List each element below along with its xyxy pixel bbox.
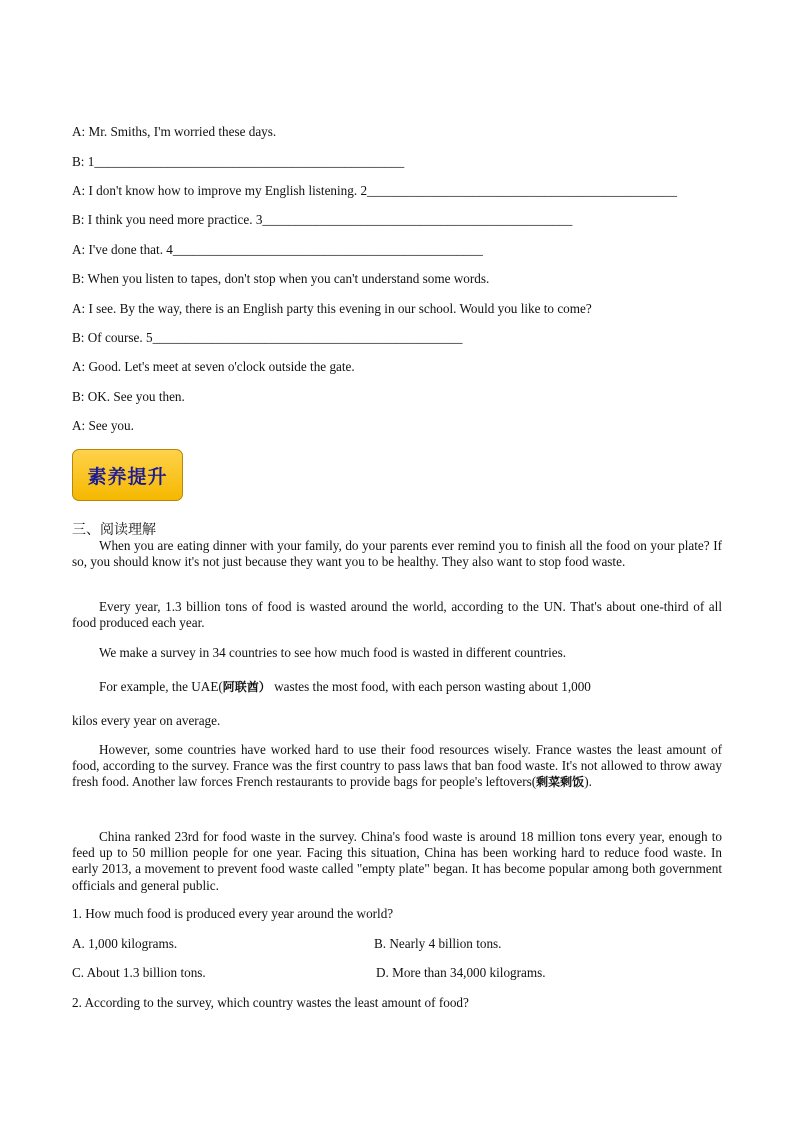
question-text: 2. According to the survey, which country wastes the least amount of food? — [72, 995, 469, 1010]
dialogue-line: A: I've done that. 4_______________________________________________ — [72, 242, 483, 257]
dialogue-line: B: Of course. 5_______________________________________________ — [72, 330, 463, 345]
passage-paragraph: When you are eating dinner with your family, do your parents ever remind you to finish all the food on your plate? If so, you should know it's not just because they want you to be healthy. They also want to stop food waste. — [72, 538, 722, 570]
dialogue-line: A: Good. Let's meet at seven o'clock outside the gate. — [72, 359, 355, 374]
dialogue-line: A: Mr. Smiths, I'm worried these days. — [72, 124, 277, 139]
passage-paragraph: kilos every year on average. — [72, 713, 221, 728]
answer-option: B. Nearly 4 billion tons. — [374, 936, 502, 951]
dialogue-line: B: OK. See you then. — [72, 389, 185, 404]
question-text: 1. How much food is produced every year around the world? — [72, 906, 394, 921]
passage-paragraph: However, some countries have worked hard to use their food resources wisely. France wastes the least amount of food, according to the survey. France was the first country to pass laws that ban food waste. It's not allowed to throw away fresh food. Another law forces French restaurants to provide bags for people's leftovers(剩菜剩饭). — [72, 742, 722, 790]
answer-option: D. More than 34,000 kilograms. — [376, 965, 546, 980]
answer-option: C. About 1.3 billion tons. — [72, 965, 206, 980]
dialogue-line: A: I see. By the way, there is an English party this evening in our school. Would you like to come? — [72, 301, 592, 316]
answer-option: A. 1,000 kilograms. — [72, 936, 178, 951]
dialogue-line: A: See you. — [72, 418, 134, 433]
dialogue-line: A: I don't know how to improve my English listening. 2_______________________________________________ — [72, 183, 677, 198]
passage-paragraph: Every year, 1.3 billion tons of food is wasted around the world, according to the UN. That's about one-third of all food produced each year. — [72, 599, 722, 631]
dialogue-line: B: 1_______________________________________________ — [72, 154, 405, 169]
section-heading: 三、阅读理解 — [72, 522, 156, 538]
dialogue-line: B: When you listen to tapes, don't stop when you can't understand some words. — [72, 271, 490, 286]
passage-paragraph: We make a survey in 34 countries to see how much food is wasted in different countries. — [99, 645, 567, 660]
passage-paragraph: China ranked 23rd for food waste in the survey. China's food waste is around 18 million tons every year, enough to feed up to 50 million people for one year. Facing this situation, China has been working hard to reduce food waste. In early 2013, a movement to prevent food waste called "empty plate" began. It has become popular among both government officials and general public. — [72, 829, 722, 893]
dialogue-line: B: I think you need more practice. 3_______________________________________________ — [72, 212, 573, 227]
section-badge: 素养提升 — [72, 449, 183, 501]
passage-paragraph: For example, the UAE(阿联酋） wastes the most food, with each person wasting about 1,000 — [99, 679, 591, 694]
